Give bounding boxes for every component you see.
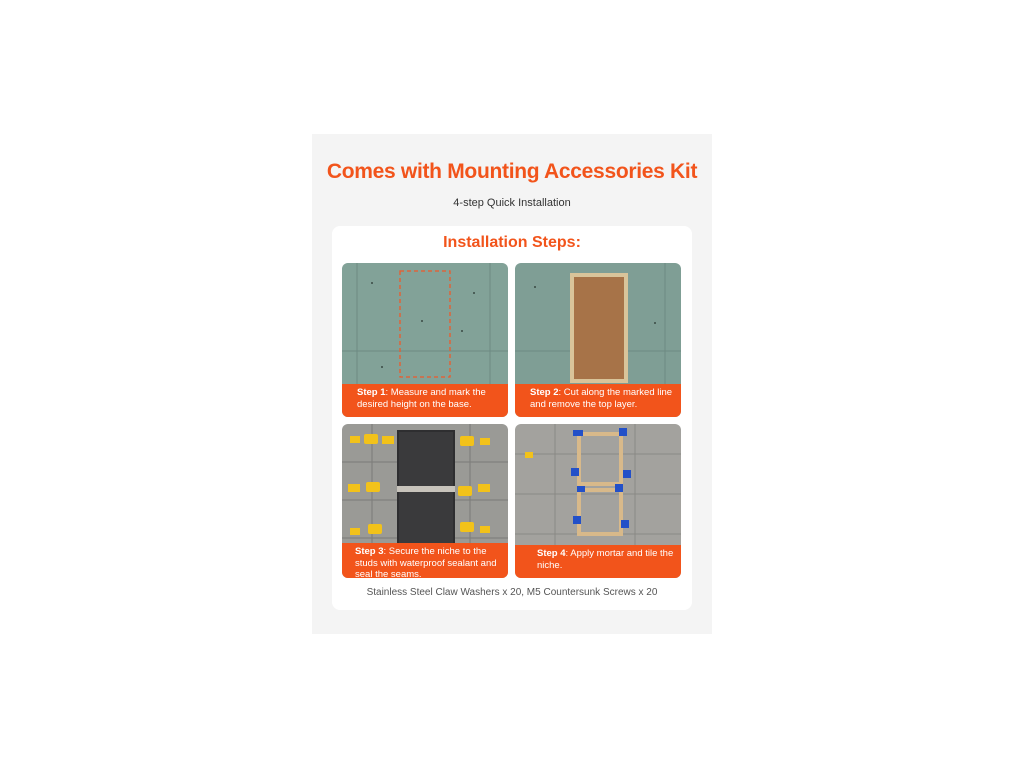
step-2-label: Step 2	[530, 387, 559, 398]
step-4-caption	[515, 545, 681, 578]
step-3-tile	[342, 424, 508, 578]
step-3-caption	[342, 543, 508, 578]
step-4-tile	[515, 424, 681, 578]
accessories-note: Stainless Steel Claw Washers x 20, M5 Countersunk Screws x 20	[366, 587, 658, 598]
subheadline: 4-step Quick Installation	[453, 197, 571, 209]
step-2-text: : Cut along the marked line and remove the top layer.	[530, 387, 673, 410]
step-2-tile	[515, 263, 681, 417]
step-4-label: Step 4	[537, 548, 566, 559]
step-1-label: Step 1	[357, 387, 386, 398]
step-4-text: : Apply mortar and tile the niche.	[537, 548, 674, 571]
step-1-caption	[342, 384, 508, 417]
step-3-text: : Secure the niche to the studs with waterproof sealant and seal the seams.	[355, 546, 497, 578]
step-3-label: Step 3	[355, 546, 384, 557]
installation-steps-title: Installation Steps:	[443, 234, 581, 251]
step-1-text: : Measure and mark the desired height on the base.	[357, 387, 486, 410]
step-2-caption	[515, 384, 681, 417]
headline: Comes with Mounting Accessories Kit	[326, 160, 698, 183]
step-1-tile	[342, 263, 508, 417]
